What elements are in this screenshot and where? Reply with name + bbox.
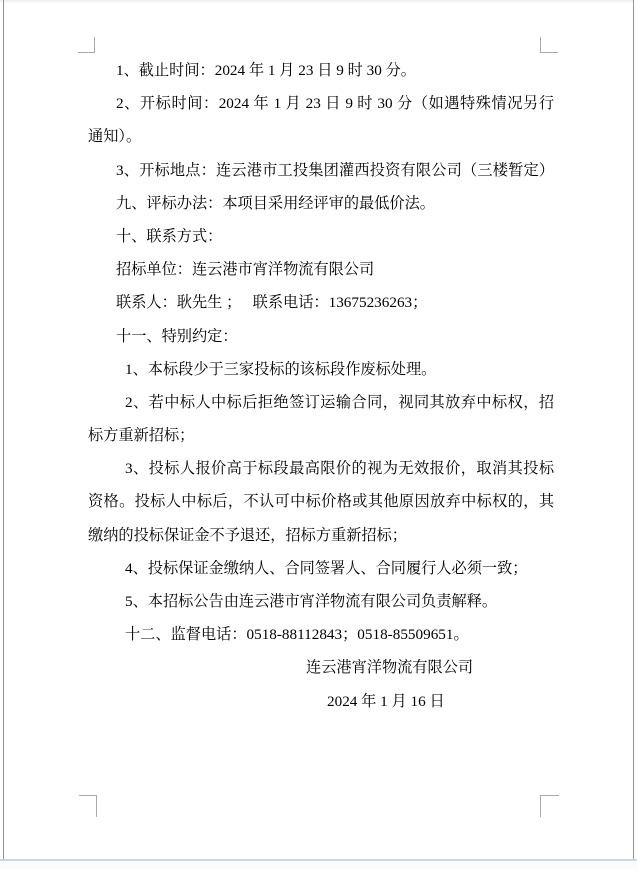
text-line: 九、评标办法：本项目采用经评审的最低价法。 [116, 194, 435, 212]
crop-mark-bottom-right [540, 795, 559, 817]
text-line: 5、本招标公告由连云港市宵洋物流有限公司负责解释。 [125, 593, 498, 610]
page-edge-bottom [0, 859, 637, 869]
text-line: 通知）。 [88, 128, 142, 146]
text-line: 1、截止时间：2024 年 1 月 23 日 9 时 30 分。 [116, 62, 416, 79]
text-line: 缴纳的投标保证金不予退还，招标方重新招标； [88, 526, 407, 544]
text-line: 联系人：耿先生 ； 联系电话：13675236263； [116, 294, 428, 312]
text-line: 资格。投标人中标后，不认可中标价格或其他原因放弃中标权的，其 [88, 493, 554, 511]
text-line: 招标单位：连云港市宵洋物流有限公司 [116, 261, 375, 279]
text-line: 2、若中标人中标后拒绝签订运输合同，视同其放弃中标权，招 [125, 393, 554, 411]
text-line: 2024 年 1 月 16 日 [327, 692, 445, 710]
text-line: 十、联系方式： [116, 227, 223, 245]
text-line: 十一、特别约定： [116, 327, 238, 345]
crop-mark-bottom-left [79, 795, 97, 817]
text-line: 4、投标保证金缴纳人、合同签署人、合同履行人必须一致； [125, 559, 528, 577]
page-edge-top [0, 0, 637, 2]
document-text [88, 54, 554, 718]
crop-mark-top-right [540, 37, 558, 53]
page-edge-left [3, 0, 4, 867]
text-line: 2、开标时间：2024 年 1 月 23 日 9 时 30 分（如遇特殊情况另行 [116, 95, 554, 113]
text-line: 连云港宵洋物流有限公司 [306, 659, 474, 677]
text-line: 标方重新招标； [88, 427, 195, 445]
crop-mark-top-left [78, 37, 95, 53]
text-line: 3、开标地点：连云港市工投集团灌西投资有限公司（三楼暂定） [116, 161, 554, 179]
text-line: 3、投标人报价高于标段最高限价的视为无效报价，取消其投标 [125, 460, 554, 478]
page-edge-right [633, 0, 634, 860]
text-line: 1、本标段少于三家投标的该标段作废标处理。 [125, 360, 437, 378]
text-line: 十二、监督电话：0518-88112843；0518-85509651。 [125, 626, 469, 644]
